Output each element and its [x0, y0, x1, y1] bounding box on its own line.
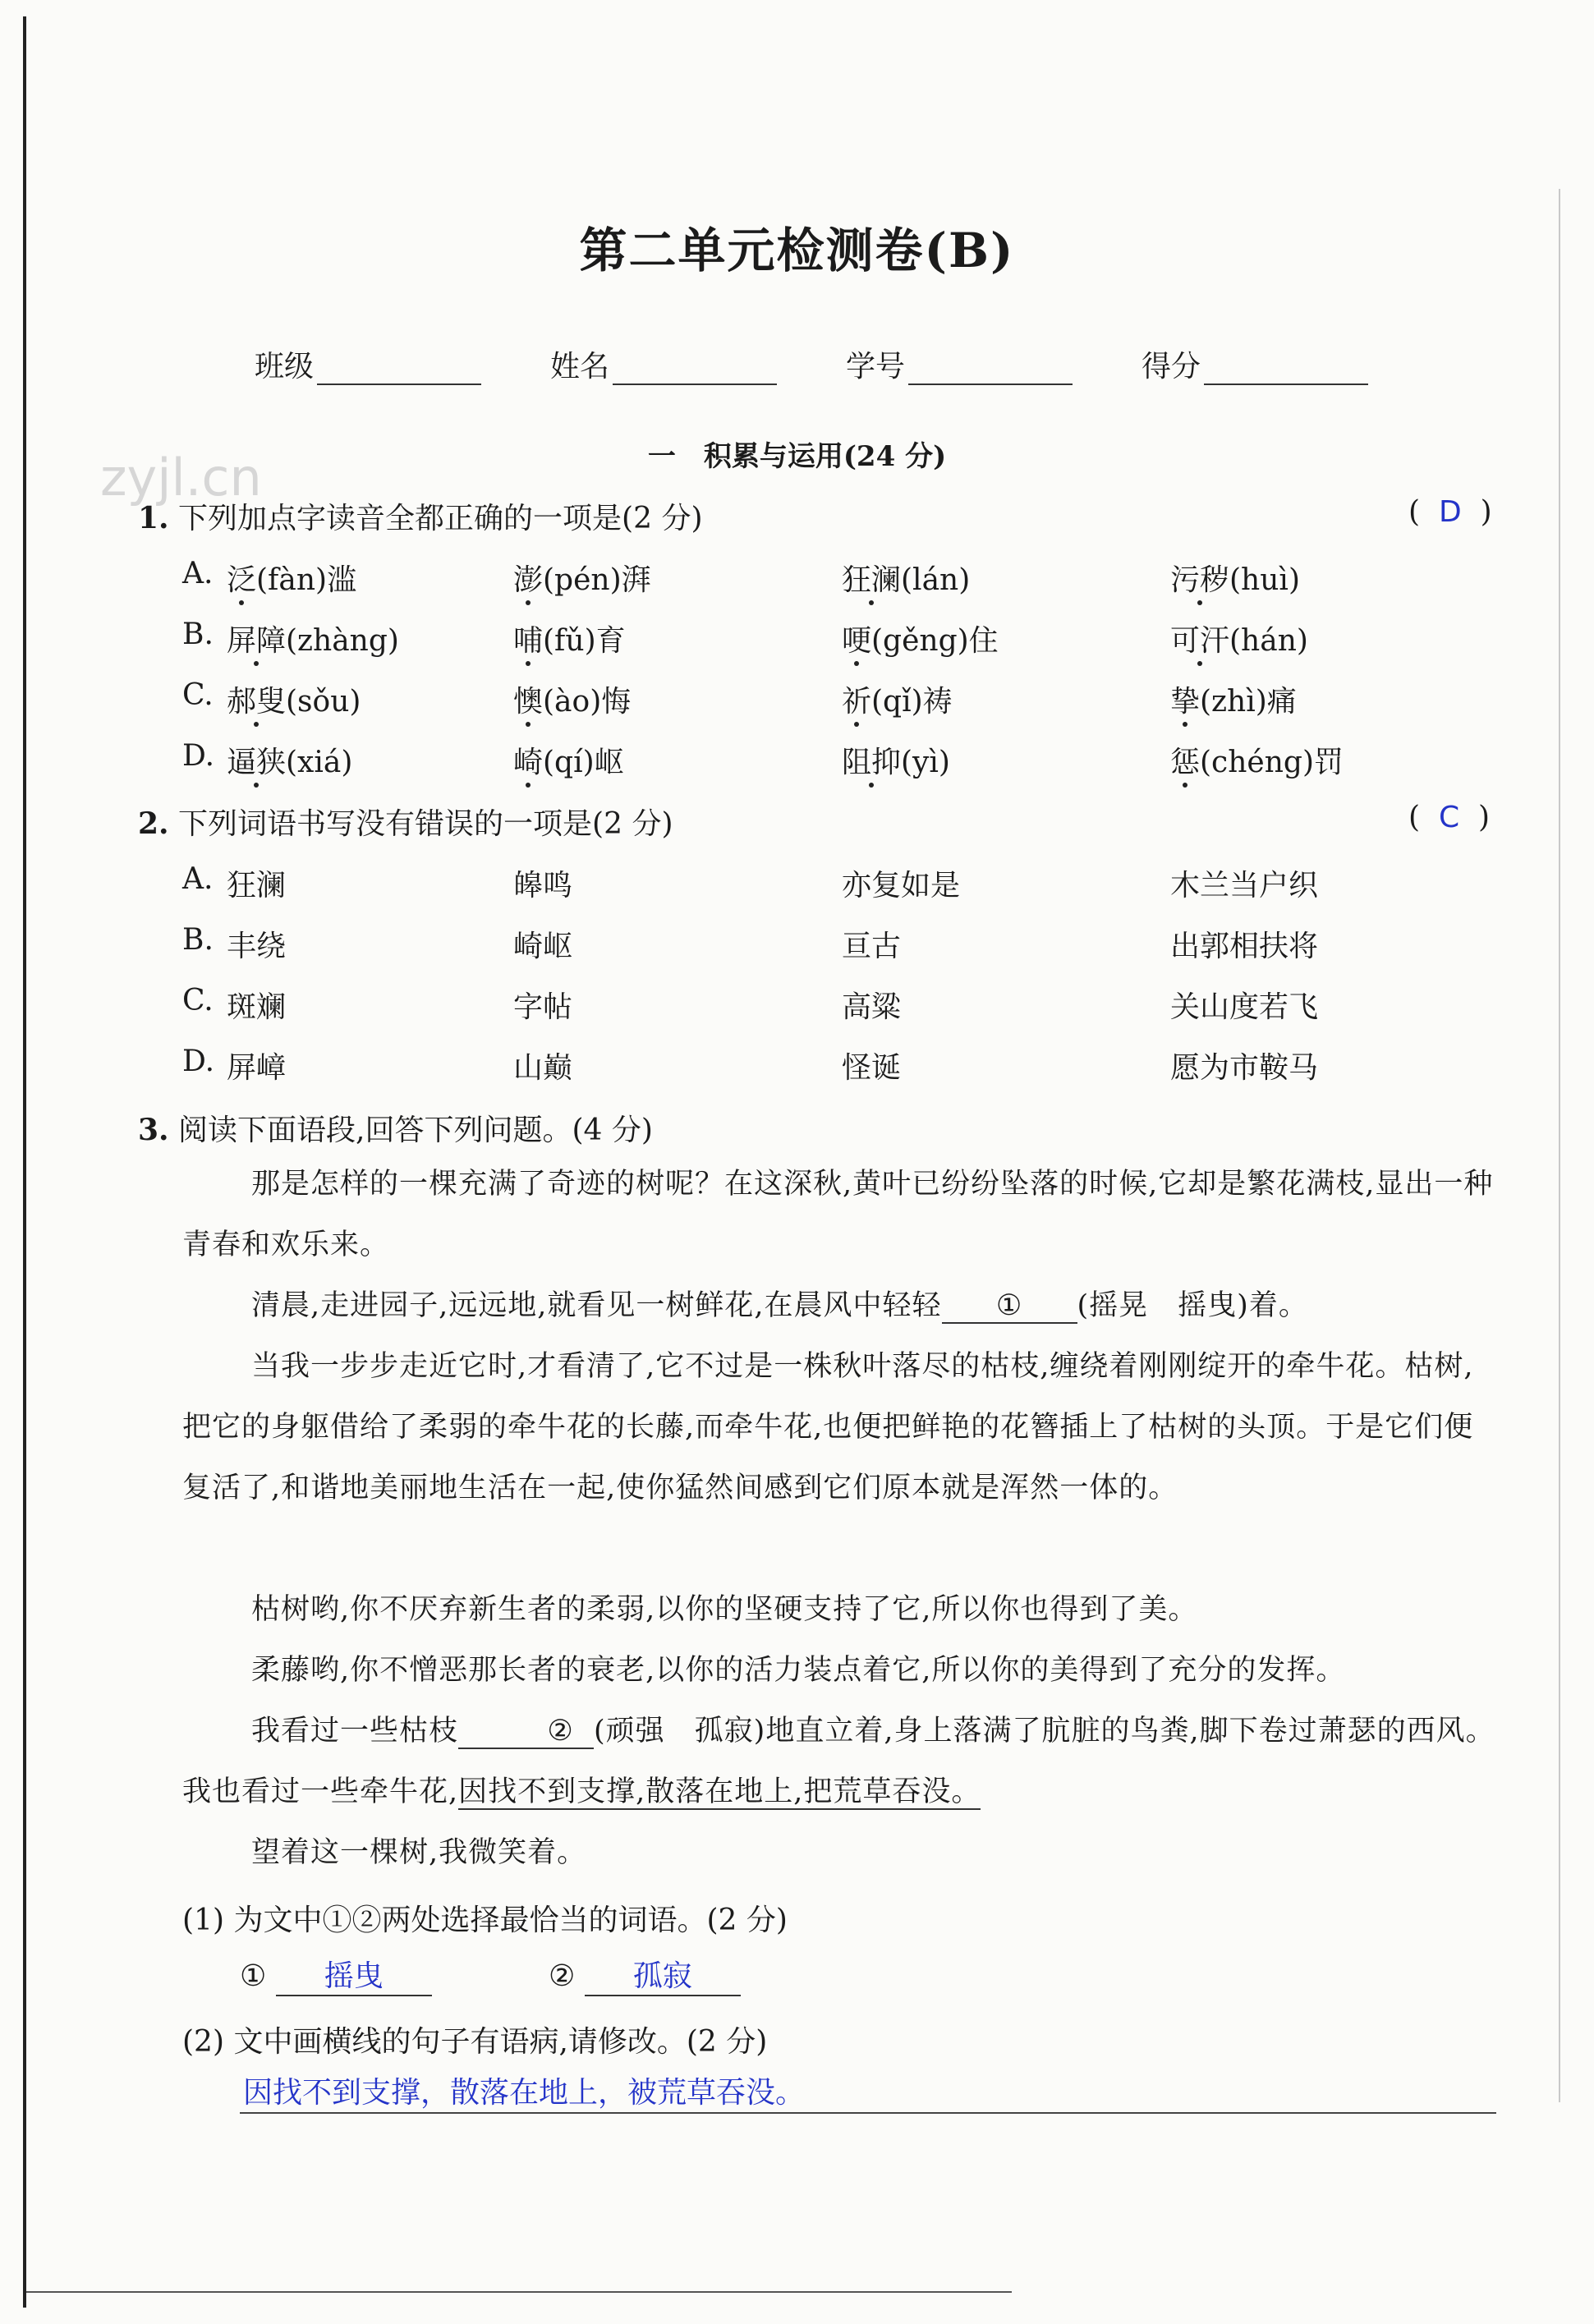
- question-3: [138, 1107, 653, 1149]
- question-text: 下列词语书写没有错误的一项是(2 分): [178, 807, 673, 841]
- page-title: 第二单元检测卷(B): [579, 223, 1015, 278]
- passage-paragraph-7: 望着这一棵树,我微笑着。: [251, 1836, 587, 1869]
- option-letter: B.: [182, 923, 214, 957]
- option-pinyin: (chéng)罚: [1200, 746, 1344, 779]
- option-pinyin: (gěng)住: [871, 624, 999, 658]
- passage-paragraph-2: [251, 1275, 1500, 1336]
- passage-paragraph-4: 枯树哟,你不厌弃新生者的柔弱,以你的坚硬支持了它,所以你也得到了美。: [251, 1593, 1198, 1626]
- option-item: 字帖: [513, 990, 573, 1024]
- option-item: 怪诞: [842, 1051, 902, 1085]
- subquestion-1-answer-1: [240, 1953, 432, 1996]
- option-item: [1170, 557, 1300, 599]
- option-item: [227, 557, 356, 599]
- option-character: 逼狭: [227, 746, 287, 779]
- option-item: 崎岖: [513, 930, 573, 963]
- option-letter: D.: [182, 1045, 215, 1078]
- paragraph-text: (顽强 孤寂)地直立着,身上落满了肮脏的鸟粪,脚下卷过萧瑟的西风。我也看过一些牵牛花,: [182, 1715, 1495, 1808]
- option-item: 愿为市鞍马: [1170, 1051, 1319, 1085]
- question-text: 阅读下面语段,回答下列问题。(4 分): [178, 1114, 653, 1147]
- option-pinyin: (qǐ)祷: [871, 685, 953, 719]
- paragraph-text: (摇晃 摇曳)着。: [1077, 1289, 1308, 1322]
- option-pinyin: (hán): [1229, 624, 1308, 658]
- paren-close: ): [1480, 495, 1492, 529]
- option-pinyin: (sǒu): [286, 685, 361, 719]
- option-pinyin: (zhàng): [286, 624, 399, 658]
- option-letter: A.: [182, 557, 214, 590]
- option-item: 关山度若飞: [1170, 990, 1319, 1024]
- paragraph-text: 我看过一些枯枝: [251, 1715, 459, 1748]
- option-character: 可汗: [1170, 624, 1230, 658]
- passage-paragraph-1: 那是怎样的一棵充满了奇迹的树呢？在这深秋,黄叶已纷纷坠落的时候,它却是繁花满枝,显出一种青春和欢乐来。: [182, 1168, 1494, 1261]
- question-number: 2.: [138, 806, 169, 841]
- option-pinyin: (xiá): [286, 746, 353, 779]
- option-character: 祈: [842, 685, 872, 719]
- field-name: [550, 343, 777, 385]
- option-letter: A.: [182, 862, 214, 896]
- section-heading: 一 积累与运用(24 分): [647, 440, 947, 473]
- bottom-edge-line: [26, 2291, 1012, 2293]
- answer-mark: D: [1438, 495, 1462, 529]
- option-item: [513, 678, 631, 720]
- option-item: [842, 739, 950, 781]
- option-item: [1170, 739, 1344, 781]
- option-item: 亦复如是: [842, 869, 961, 903]
- option-character: 懊: [513, 685, 544, 719]
- option-pinyin: (fǔ)育: [543, 624, 626, 658]
- paren-open: (: [1408, 495, 1421, 529]
- passage-paragraph-3: 当我一步步走近它时,才看清了,它不过是一株秋叶落尽的枯枝,缠绕着刚刚绽开的牵牛花。枯树,把它的身躯借给了柔弱的牵牛花的长藤,而牵牛花,也便把鲜艳的花簪插上了枯树的头顶。于是它们便复活了,和谐地美丽地生活在一起,使你猛然间感到它们原本就是浑然一体的。: [182, 1350, 1474, 1504]
- right-margin-line: [1559, 189, 1560, 2102]
- option-item: 狂澜: [227, 869, 287, 903]
- option-character: 哺: [513, 624, 544, 658]
- option-item: [513, 557, 651, 599]
- option-character: 屏障: [227, 624, 287, 658]
- underlined-sentence: 因找不到支撑,散落在地上,把荒草吞没。: [458, 1775, 981, 1808]
- subquestion-1: (1) 为文中①②两处选择最恰当的词语。(2 分): [182, 1904, 788, 1937]
- passage-paragraph-6: [182, 1701, 1496, 1822]
- option-letter: D.: [182, 739, 215, 773]
- option-item: 亘古: [842, 930, 902, 963]
- option-item: [842, 678, 953, 720]
- answer-label: ②: [549, 1959, 576, 1993]
- option-item: 山巅: [513, 1051, 573, 1085]
- field-student-id-label: 学号: [846, 350, 906, 384]
- field-class-label: 班级: [255, 350, 315, 384]
- option-item: [227, 678, 361, 720]
- answer-line: [240, 2112, 1496, 2114]
- question-text: 下列加点字读音全都正确的一项是(2 分): [178, 502, 703, 535]
- field-score: [1142, 343, 1368, 385]
- passage-paragraph-5: 柔藤哟,你不憎恶那长者的衰老,以你的活力装点着它,所以你的美得到了充分的发挥。: [251, 1654, 1346, 1687]
- option-pinyin: (lán): [901, 563, 971, 597]
- field-name-label: 姓名: [550, 350, 610, 384]
- option-pinyin: (qí)岖: [543, 746, 624, 779]
- blank-2: ②: [458, 1715, 594, 1749]
- answer-text: 孤寂: [585, 1953, 741, 1996]
- answer-label: ①: [240, 1959, 267, 1993]
- question-1-answer-box: [1408, 495, 1492, 529]
- field-class-blank[interactable]: [317, 356, 481, 385]
- option-item: [1170, 678, 1297, 720]
- field-student-id: [846, 343, 1073, 385]
- option-pinyin: (huì): [1229, 563, 1300, 597]
- option-item: [513, 618, 626, 659]
- question-number: 1.: [138, 501, 169, 535]
- option-item: 丰绕: [227, 930, 287, 963]
- option-pinyin: (ào)悔: [543, 685, 632, 719]
- option-item: [513, 739, 624, 781]
- option-character: 污秽: [1170, 563, 1230, 597]
- option-pinyin: (fàn)滥: [256, 563, 357, 597]
- option-letter: C.: [182, 984, 214, 1017]
- option-item: [227, 739, 352, 781]
- option-item: [1170, 618, 1308, 659]
- paren-close: ): [1477, 801, 1491, 834]
- subquestion-1-answer-2: [549, 1953, 741, 1996]
- blank-1: ①: [942, 1289, 1077, 1324]
- page-binding-edge: [23, 16, 26, 2308]
- option-character: 阻抑: [842, 746, 902, 779]
- option-character: 澎: [513, 563, 544, 597]
- field-score-label: 得分: [1142, 350, 1201, 384]
- option-character: 惩: [1170, 746, 1201, 779]
- option-item: 出郭相扶将: [1170, 930, 1319, 963]
- option-letter: B.: [182, 618, 214, 651]
- option-item: 皞鸣: [513, 869, 573, 903]
- watermark: zyjl.cn: [100, 448, 262, 508]
- field-name-blank[interactable]: [613, 356, 777, 385]
- option-character: 狂澜: [842, 563, 902, 597]
- option-character: 泛: [227, 563, 257, 597]
- option-letter: C.: [182, 678, 214, 712]
- question-1: [138, 495, 703, 537]
- option-character: 崎: [513, 746, 544, 779]
- option-pinyin: (pén)湃: [543, 563, 651, 597]
- field-student-id-blank[interactable]: [908, 356, 1073, 385]
- option-item: [227, 618, 399, 659]
- answer-text: 摇曳: [276, 1953, 432, 1996]
- subquestion-2: (2) 文中画横线的句子有语病,请修改。(2 分): [182, 2025, 768, 2059]
- option-item: [842, 557, 970, 599]
- question-2: [138, 801, 673, 843]
- field-class: [255, 343, 481, 385]
- option-character: 郝叟: [227, 685, 287, 719]
- option-item: 高粱: [842, 990, 902, 1024]
- subquestion-2-answer: 因找不到支撑，散落在地上，被荒草吞没。: [243, 2076, 806, 2110]
- option-item: 屏嶂: [227, 1051, 287, 1085]
- option-item: 木兰当户织: [1170, 869, 1319, 903]
- field-score-blank[interactable]: [1204, 356, 1368, 385]
- paren-open: (: [1408, 801, 1421, 834]
- option-character: 挚: [1170, 685, 1201, 719]
- option-character: 哽: [842, 624, 872, 658]
- option-item: [842, 618, 999, 659]
- question-2-answer-box: [1408, 801, 1490, 834]
- answer-mark: C: [1438, 801, 1460, 834]
- question-number: 3.: [138, 1113, 169, 1147]
- option-pinyin: (yì): [901, 746, 950, 779]
- option-pinyin: (zhì)痛: [1200, 685, 1297, 719]
- option-item: 斑斓: [227, 990, 287, 1024]
- paragraph-text: 清晨,走进园子,远远地,就看见一树鲜花,在晨风中轻轻: [251, 1289, 942, 1322]
